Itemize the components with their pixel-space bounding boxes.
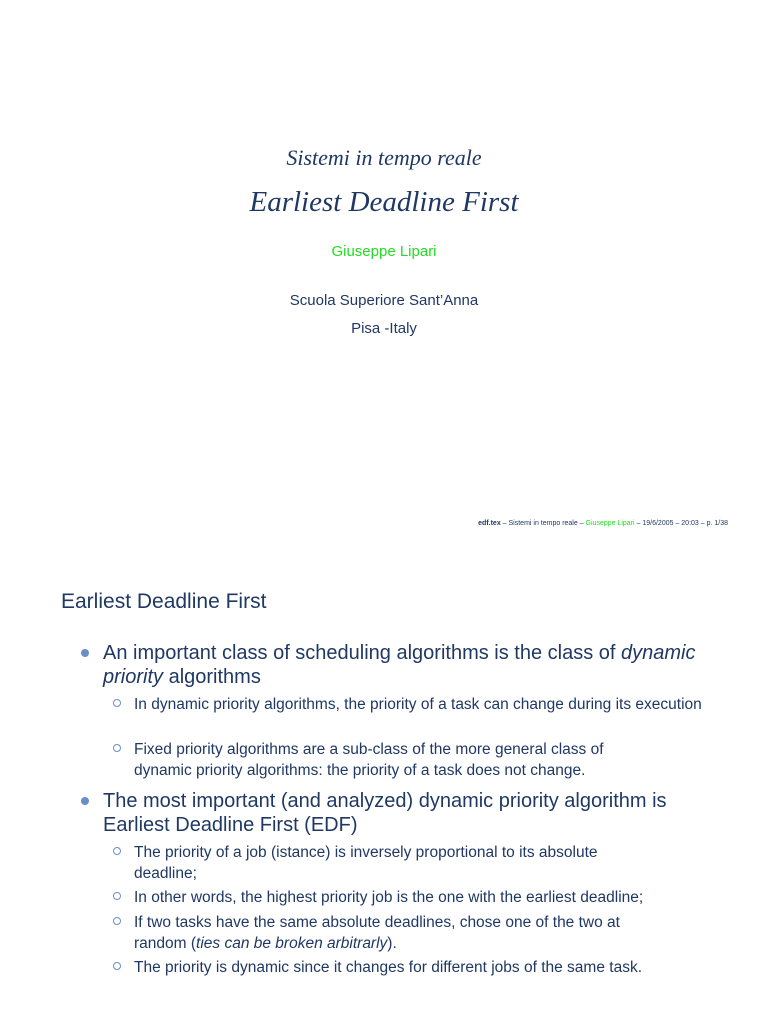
bullet-dot-icon xyxy=(81,649,89,657)
content-slide xyxy=(0,545,768,1024)
location: Pisa -Italy xyxy=(351,320,417,337)
bullet-dot-icon xyxy=(81,797,89,805)
slide-title: Earliest Deadline First xyxy=(249,186,519,218)
sub-bullet-text: In dynamic priority algorithms, the priority of a task can change during its execution xyxy=(134,696,702,713)
footer-date-page: – 19/6/2005 – 20:03 – p. 1/38 xyxy=(634,520,728,527)
bullet-1-text: An important class of scheduling algorithms is the class of xyxy=(103,642,622,664)
ring-bullet-icon xyxy=(113,744,121,752)
ring-bullet-icon xyxy=(113,962,121,970)
footer-course: – Sistemi in tempo reale – xyxy=(500,520,586,527)
course-title: Sistemi in tempo reale xyxy=(286,145,482,170)
bullet-1 xyxy=(103,641,703,689)
ring-bullet-icon xyxy=(113,699,121,707)
sub-bullet-text: If two tasks have the same absolute deadlines, chose one of the two at random ( xyxy=(134,914,620,952)
sub-bullet-text-end: ). xyxy=(387,935,397,952)
ring-bullet-icon xyxy=(113,847,121,855)
ring-bullet-icon xyxy=(113,917,121,925)
sub-bullet-2-2 xyxy=(134,887,714,908)
slide-footer xyxy=(478,520,728,527)
footer-file: edf.tex xyxy=(478,520,501,527)
bullet-1-emphasis: dynamic priority xyxy=(103,642,696,688)
bullet-2-text: The most important (and analyzed) dynamic priority algorithm is Earliest Deadline First (EDF) xyxy=(103,790,667,836)
bullet-2 xyxy=(103,789,703,837)
sub-bullet-2-1 xyxy=(134,842,654,884)
sub-bullet-text: The priority is dynamic since it changes for different jobs of the same task. xyxy=(134,959,643,976)
sub-bullet-text: Fixed priority algorithms are a sub-class of the more general class of dynamic priority algorithms: the priority of a task does not change. xyxy=(134,741,604,779)
footer-author: Giuseppe Lipari xyxy=(585,520,635,527)
sub-bullet-1-2 xyxy=(134,739,664,781)
sub-bullet-text: The priority of a job (istance) is inversely proportional to its absolute deadline; xyxy=(134,844,598,882)
bullet-1-text-end: algorithms xyxy=(163,666,261,688)
sub-bullet-1-1 xyxy=(134,694,714,715)
author-name: Giuseppe Lipari xyxy=(331,243,437,260)
sub-bullet-text: In other words, the highest priority job is the one with the earliest deadline; xyxy=(134,889,644,906)
slide-heading: Earliest Deadline First xyxy=(61,590,267,613)
sub-bullet-emphasis: ties can be broken arbitrarly xyxy=(196,935,388,952)
institution: Scuola Superiore Sant’Anna xyxy=(289,292,479,309)
sub-bullet-2-3 xyxy=(134,912,674,954)
ring-bullet-icon xyxy=(113,892,121,900)
sub-bullet-2-4 xyxy=(134,957,714,978)
